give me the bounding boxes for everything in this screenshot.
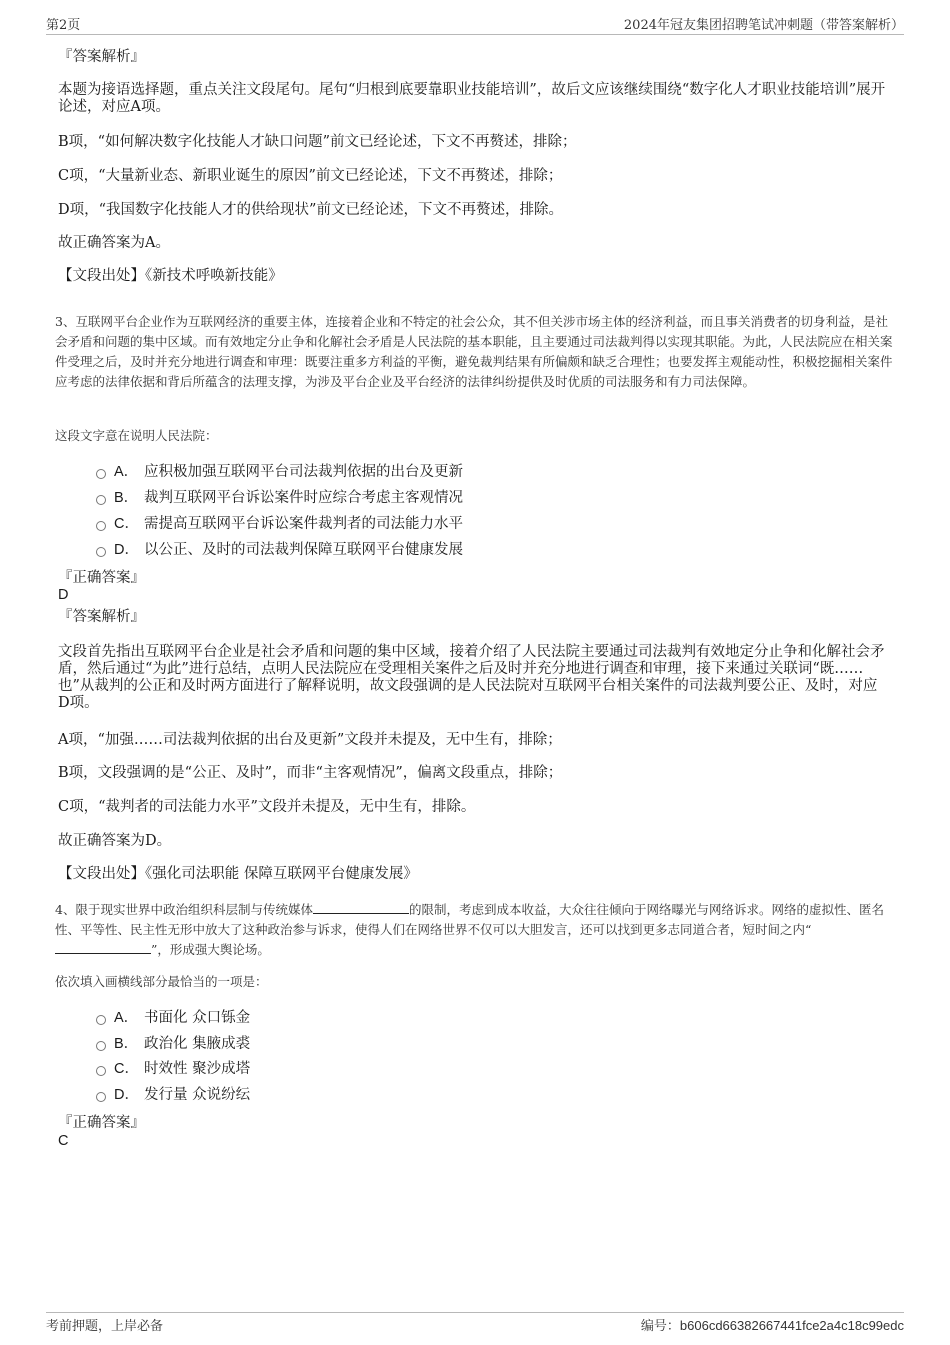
option-b[interactable]: B． 政治化 集腋成裘 [96, 1034, 250, 1054]
question-stem: 3、互联网平台企业作为互联网经济的重要主体，连接着企业和不特定的社会公众，其不但关涉市场主体的经济利益，而且事关消费者的切身利益，是社会矛盾和问题的集中区域。而有效地定分止争和化解社会矛盾是人民法院的基本职能，且主要通过司法裁判得以实现其职能。为此，人民法院应在相关案件受理之后，及时并充分地进行调查和审理：既要注重多方利益的平衡，避免裁判结果有所偏颇和缺乏合理性；也要发挥主观能动性，积极挖掘相关案件应考虑的法律依据和背后所蕴含的法理支撑，为涉及平台企业及平台经济的法律纠纷提供及时优质的司法服务和有力司法保障。 [55, 314, 893, 389]
page-header [46, 14, 904, 35]
page-number: 第2页 [46, 18, 81, 33]
option-a[interactable]: A． 书面化 众口铄金 [96, 1008, 250, 1028]
radio-icon[interactable] [96, 495, 106, 505]
radio-icon[interactable] [96, 1092, 106, 1102]
radio-icon[interactable] [96, 1066, 106, 1076]
analysis-paragraph: B项，“如何解决数字化技能人才缺口问题”前文已经论述，下文不再赘述，排除； [58, 134, 577, 150]
analysis-label: 『答案解析』 [58, 49, 145, 65]
footer-slogan: 考前押题，上岸必备 [46, 1319, 164, 1334]
fill-blank [55, 941, 151, 954]
analysis-paragraph: 文段首先指出互联网平台企业是社会矛盾和问题的集中区域，接着介绍了人民法院主要通过司法裁判有效地定分止争和化解社会矛盾，然后通过“为此”进行总结，点明人民法院应在受理相关案件之后及时并充分地进行调查和审理，接下来通过关联词“既……也”从裁判的公正和及时两方面进行了解释说明，故文段强调的是人民法院对互联网平台相关案件的司法裁判要公正、及时，对应D项。 [58, 644, 885, 711]
analysis-paragraph: 本题为接语选择题，重点关注文段尾句。尾句“归根到底要靠职业技能培训”，故后文应该继续围绕“数字化人才职业技能培训”展开论述，对应A项。 [58, 82, 886, 115]
source-citation: 【文段出处】《新技术呼唤新技能》 [58, 268, 283, 284]
document-title: 2024年冠友集团招聘笔试冲刺题（带答案解析） [623, 18, 904, 33]
option-c[interactable]: C． 需提高互联网平台诉讼案件裁判者的司法能力水平 [96, 514, 463, 534]
answer-label: 『正确答案』 [58, 1115, 145, 1131]
analysis-paragraph: C项，“大量新业态、新职业诞生的原因”前文已经论述，下文不再赘述，排除； [58, 168, 563, 184]
radio-icon[interactable] [96, 1015, 106, 1025]
fill-blank [313, 901, 409, 914]
radio-icon[interactable] [96, 1041, 106, 1051]
option-b[interactable]: B． 裁判互联网平台诉讼案件时应综合考虑主客观情况 [96, 488, 463, 508]
option-d[interactable]: D． 以公正、及时的司法裁判保障互联网平台健康发展 [96, 540, 463, 560]
answer-label: 『正确答案』 [58, 570, 145, 586]
radio-icon[interactable] [96, 469, 106, 479]
document-id: 编号：b606cd66382667441fce2a4c18c99edc [640, 1318, 904, 1333]
answer-value: D [58, 587, 69, 603]
conclusion: 故正确答案为D。 [58, 833, 172, 849]
analysis-paragraph: C项，“裁判者的司法能力水平”文段并未提及，无中生有，排除。 [58, 799, 476, 815]
analysis-paragraph: A项，“加强……司法裁判依据的出台及更新”文段并未提及，无中生有，排除； [58, 732, 562, 748]
radio-icon[interactable] [96, 547, 106, 557]
answer-value: C [58, 1133, 69, 1149]
page-footer [46, 1312, 904, 1335]
radio-icon[interactable] [96, 521, 106, 531]
option-a[interactable]: A． 应积极加强互联网平台司法裁判依据的出台及更新 [96, 462, 463, 482]
question-prompt: 这段文字意在说明人民法院： [55, 428, 218, 443]
analysis-label: 『答案解析』 [58, 609, 145, 625]
option-d[interactable]: D． 发行量 众说纷纭 [96, 1085, 250, 1105]
question-prompt: 依次填入画横线部分最恰当的一项是： [55, 974, 268, 989]
question-stem: 4、限于现实世界中政治组织科层制与传统媒体 的限制，考虑到成本收益，大众往往倾向于网络曝光与网络诉求。网络的虚拟性、匿名性、平等性、民主性无形中放大了这种政治参与诉求，使得人们在网络世界不仅可以大胆发言，还可以找到更多志同道合者，短时间之内“”，形成强大舆论场。 [55, 902, 884, 957]
analysis-paragraph: D项，“我国数字化技能人才的供给现状”前文已经论述，下文不再赘述，排除。 [58, 202, 563, 218]
analysis-paragraph: B项，文段强调的是“公正、及时”，而非“主客观情况”，偏离文段重点，排除； [58, 765, 563, 781]
source-citation: 【文段出处】《强化司法职能 保障互联网平台健康发展》 [58, 866, 418, 882]
option-c[interactable]: C． 时效性 聚沙成塔 [96, 1059, 250, 1079]
conclusion: 故正确答案为A。 [58, 235, 170, 251]
